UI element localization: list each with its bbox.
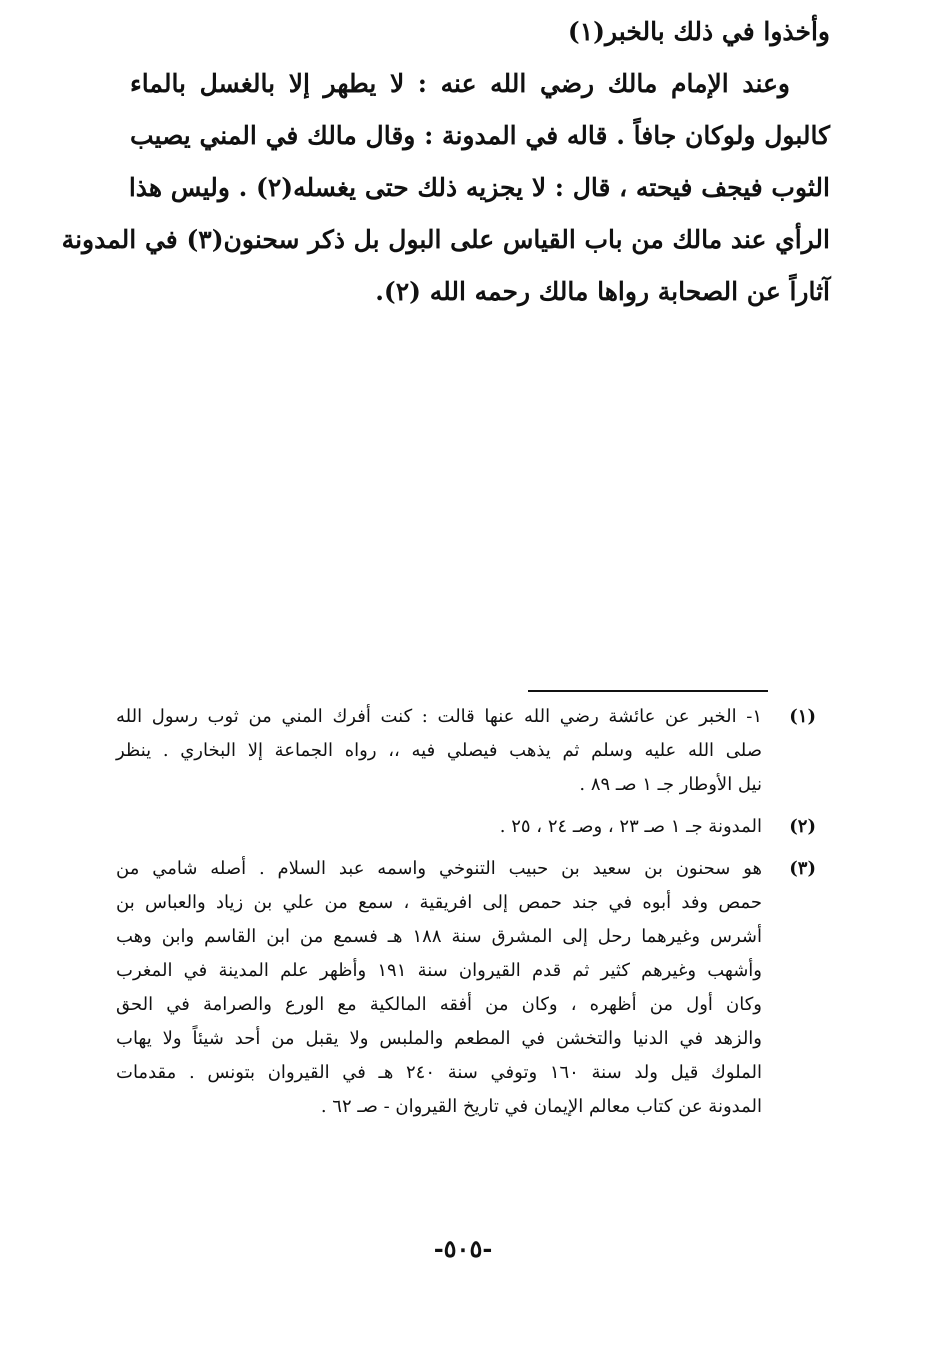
footnote-line: المدونة عن كتاب معالم الإيمان في تاريخ القيروان - صـ ٦٢ . (320, 1096, 762, 1117)
footnote-marker: (٣) (789, 858, 816, 879)
main-line-3: كالبول ولوكان جافاً . قاله في المدونة : وقال مالك في المني يصيب (130, 121, 830, 150)
main-line-2: وعند الإمام مالك رضي الله عنه : لا يطهر إلا بالغسل بالماء (130, 69, 790, 98)
main-line-6: آثاراً عن الصحابة رواها مالك رحمه الله (٢). (375, 277, 830, 306)
footnote-line: هو سحنون بن سعيد بن حبيب التنوخي واسمه عبد السلام . أصله شامي من (116, 858, 762, 879)
main-line-4: الثوب فيجف فيحته ، قال : لا يجزيه ذلك حتى يغسله(٢) . وليس هذا (128, 173, 830, 202)
footnote-line: وأشهب وغيرهم كثير ثم قدم القيروان سنة ١٩١ وأظهر علم المدينة في المغرب (116, 960, 762, 981)
footnote-line: المدونة جـ ١ صـ ٢٣ ، وصـ ٢٤ ، ٢٥ . (499, 816, 762, 837)
footnote-line: حمص وفد أبوه في جند حمص إلى افريقية ، سمع من علي بن زياد والعباس بن (116, 892, 762, 913)
footnote-line: وكان أول من أظهره ، وكان من أفقه المالكية مع الورع والصرامة في الحق (116, 994, 762, 1015)
footnote-2 (116, 810, 816, 844)
footnote-line: والزهد في الدنيا والتخشن في المطعم والملبس ولا يقبل من أحد شيئاً ولا يهاب (116, 1028, 762, 1049)
footnote-line: نيل الأوطار جـ ١ صـ ٨٩ . (579, 774, 762, 795)
footnote-line: أشرس وغيرهما رحل إلى المشرق سنة ١٨٨ هـ فسمع من ابن القاسم وابن وهب (116, 926, 762, 947)
footnote-marker: (١) (789, 706, 816, 727)
footnote-1 (116, 700, 816, 802)
footnote-line: ١- الخبر عن عائشة رضي الله عنها قالت : كنت أفرك المني من ثوب رسول الله (116, 706, 762, 727)
main-line-5: الرأي عند مالك من باب القياس على البول بل ذكر سحنون(٣) في المدونة (61, 225, 830, 254)
footnote-divider (528, 690, 768, 692)
main-text (61, 6, 830, 318)
footnote-line: الملوك قيل ولد سنة ١٦٠ وتوفي سنة ٢٤٠ هـ في القيروان بتونس . مقدمات (116, 1062, 762, 1083)
footnotes (116, 700, 816, 1132)
main-line-1: وأخذوا في ذلك بالخبر(١) (567, 17, 830, 46)
page-number: -٥٠٥- (433, 1234, 493, 1263)
footnote-marker: (٢) (789, 816, 816, 837)
footnote-line: صلى الله عليه وسلم ثم يذهب فيصلي فيه ،، رواه الجماعة إلا البخاري . ينظر (116, 740, 762, 761)
footnote-3 (116, 852, 816, 1124)
